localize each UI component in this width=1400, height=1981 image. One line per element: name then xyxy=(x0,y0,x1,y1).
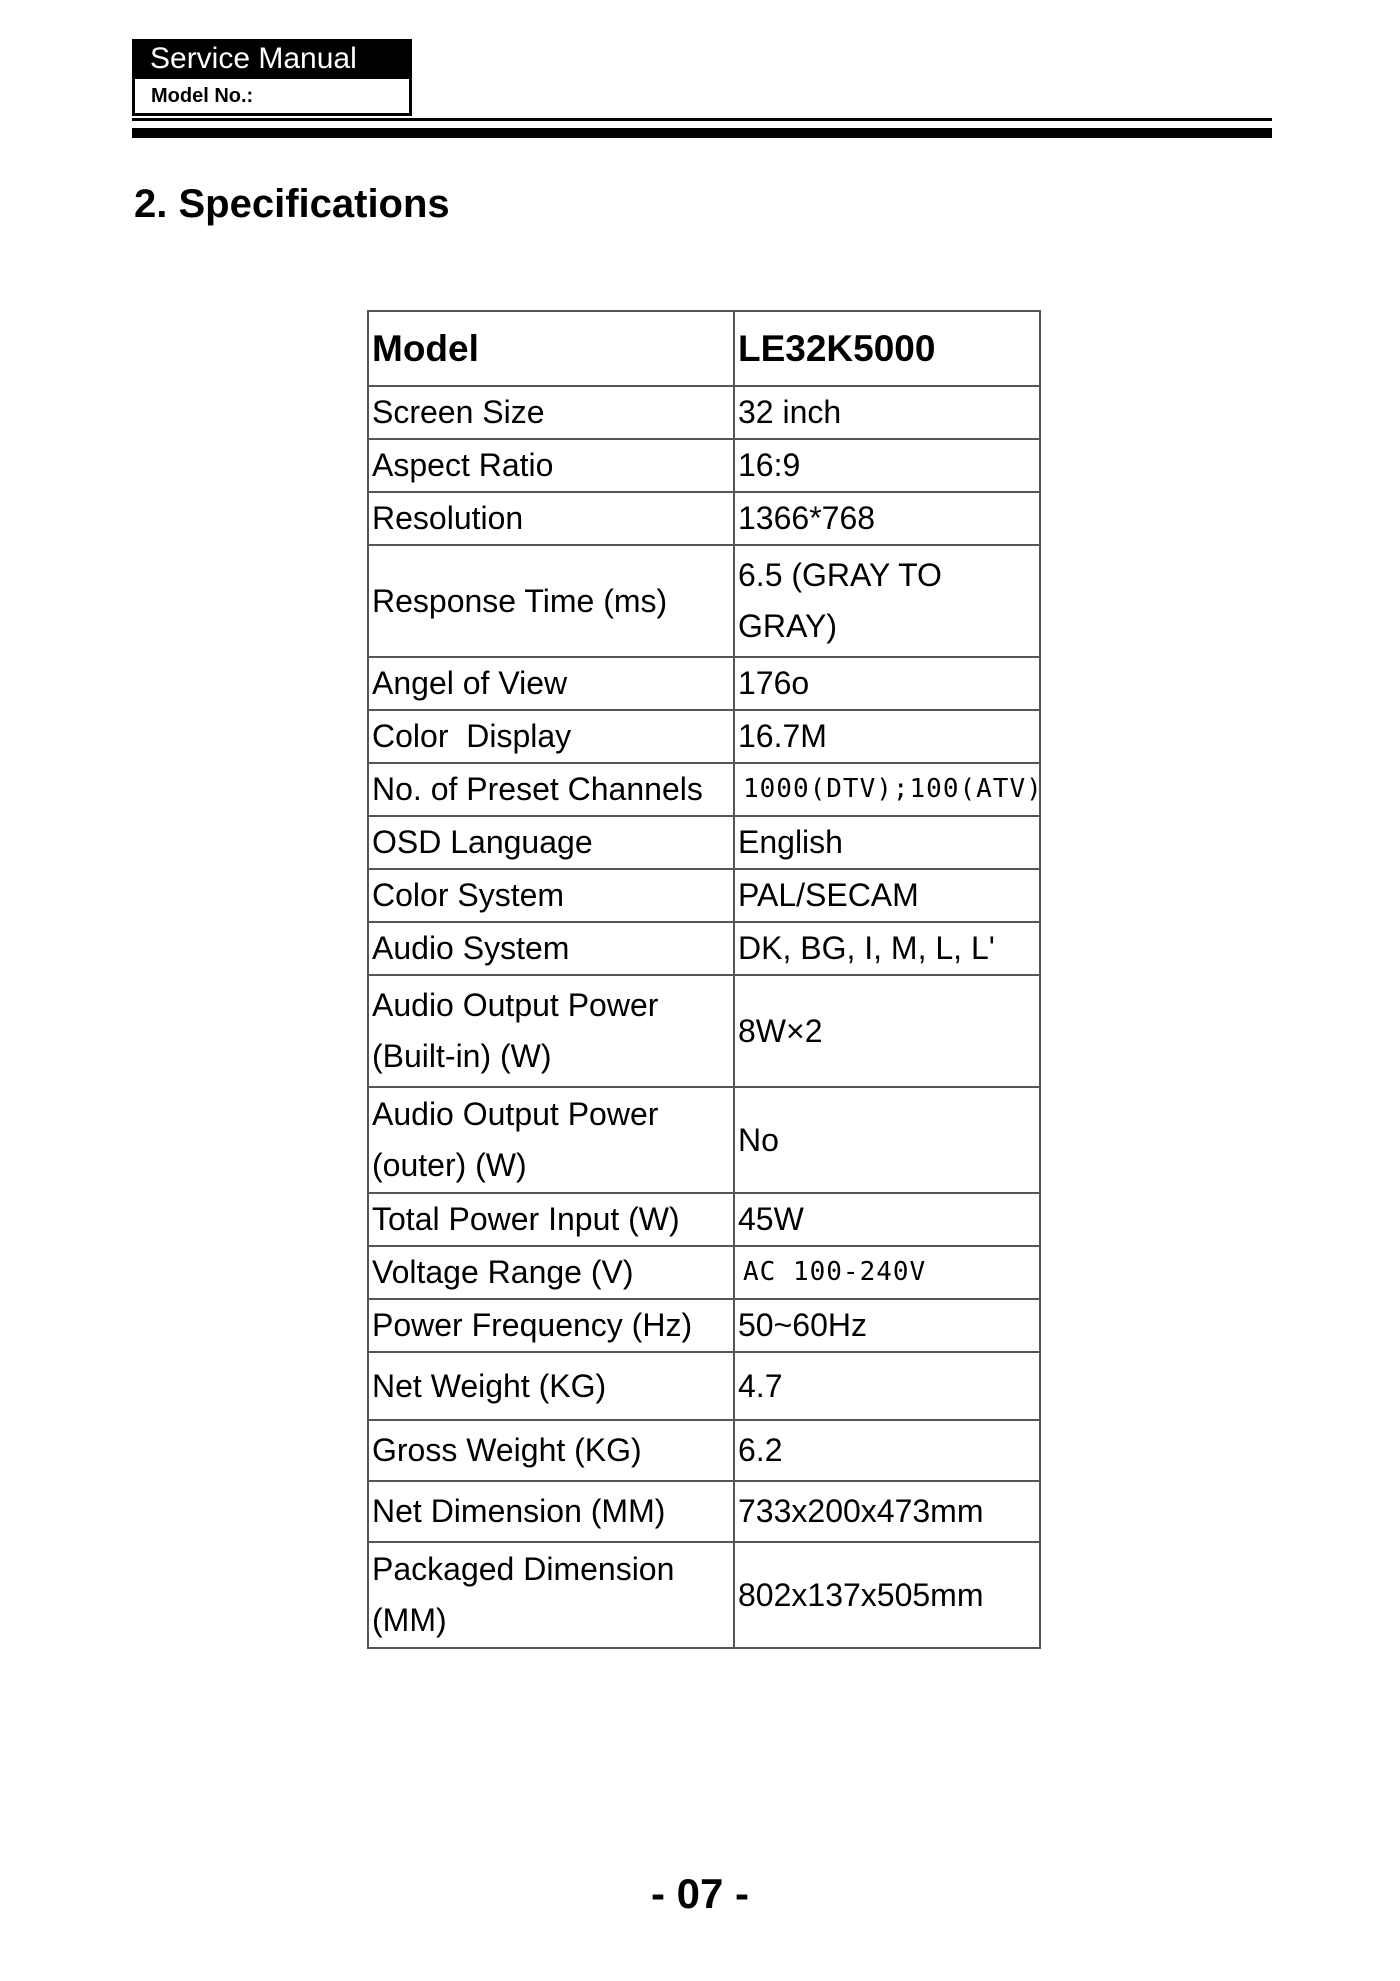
table-row xyxy=(368,1087,1040,1193)
spec-value: 45W xyxy=(734,1193,1040,1246)
table-row xyxy=(368,657,1040,710)
spec-value: 16:9 xyxy=(734,439,1040,492)
spec-value: No xyxy=(734,1087,1040,1193)
spec-label: Audio System xyxy=(368,922,734,975)
spec-value: 1366*768 xyxy=(734,492,1040,545)
spec-value: 176o xyxy=(734,657,1040,710)
spec-label: Audio Output Power (outer) (W) xyxy=(368,1087,734,1193)
spec-label: Packaged Dimension (MM) xyxy=(368,1542,734,1648)
table-row xyxy=(368,386,1040,439)
spec-label: Gross Weight (KG) xyxy=(368,1420,734,1481)
header-rule-thin xyxy=(132,118,1272,121)
spec-value: 733x200x473mm xyxy=(734,1481,1040,1542)
spec-value: 802x137x505mm xyxy=(734,1542,1040,1648)
spec-value: DK, BG, I, M, L, L' xyxy=(734,922,1040,975)
header-label-model: Model xyxy=(368,311,734,386)
spec-label: Net Dimension (MM) xyxy=(368,1481,734,1542)
spec-label: Resolution xyxy=(368,492,734,545)
spec-value: English xyxy=(734,816,1040,869)
table-row xyxy=(368,710,1040,763)
table-row xyxy=(368,1246,1040,1299)
spec-label: Net Weight (KG) xyxy=(368,1352,734,1420)
spec-label: Audio Output Power (Built-in) (W) xyxy=(368,975,734,1087)
section-title: 2. Specifications xyxy=(134,182,450,226)
spec-value: 8W×2 xyxy=(734,975,1040,1087)
spec-label: Color System xyxy=(368,869,734,922)
spec-value: 6.5 (GRAY TO GRAY) xyxy=(734,545,1040,657)
spec-label: Power Frequency (Hz) xyxy=(368,1299,734,1352)
spec-value: 32 inch xyxy=(734,386,1040,439)
spec-label: Total Power Input (W) xyxy=(368,1193,734,1246)
spec-value: 4.7 xyxy=(734,1352,1040,1420)
manual-title: Service Manual xyxy=(132,39,412,79)
table-row xyxy=(368,492,1040,545)
header-box xyxy=(132,39,412,116)
table-row xyxy=(368,545,1040,657)
table-row xyxy=(368,1299,1040,1352)
specifications-table xyxy=(367,310,1041,1649)
table-row xyxy=(368,1542,1040,1648)
table-row xyxy=(368,1193,1040,1246)
spec-value: 50~60Hz xyxy=(734,1299,1040,1352)
page-number: - 07 - xyxy=(650,1870,750,1917)
spec-label: Screen Size xyxy=(368,386,734,439)
table-header-row xyxy=(368,311,1040,386)
table-row xyxy=(368,439,1040,492)
table-row xyxy=(368,1481,1040,1542)
table-row xyxy=(368,922,1040,975)
table-row xyxy=(368,1420,1040,1481)
table-row xyxy=(368,763,1040,816)
header-rule-thick xyxy=(132,128,1272,138)
table-row xyxy=(368,1352,1040,1420)
spec-label: Response Time (ms) xyxy=(368,545,734,657)
spec-label: Voltage Range (V) xyxy=(368,1246,734,1299)
spec-label: OSD Language xyxy=(368,816,734,869)
spec-value: 6.2 xyxy=(734,1420,1040,1481)
table-row xyxy=(368,975,1040,1087)
table-row xyxy=(368,869,1040,922)
header-value-model: LE32K5000 xyxy=(734,311,1040,386)
spec-label: Aspect Ratio xyxy=(368,439,734,492)
table-row xyxy=(368,816,1040,869)
spec-label: Angel of View xyxy=(368,657,734,710)
spec-value: 1000(DTV);100(ATV) xyxy=(734,763,1040,816)
model-number-label: Model No.: xyxy=(132,79,412,116)
spec-value: PAL/SECAM xyxy=(734,869,1040,922)
spec-value: 16.7M xyxy=(734,710,1040,763)
spec-value: AC 100-240V xyxy=(734,1246,1040,1299)
spec-label: Color Display xyxy=(368,710,734,763)
spec-label: No. of Preset Channels xyxy=(368,763,734,816)
